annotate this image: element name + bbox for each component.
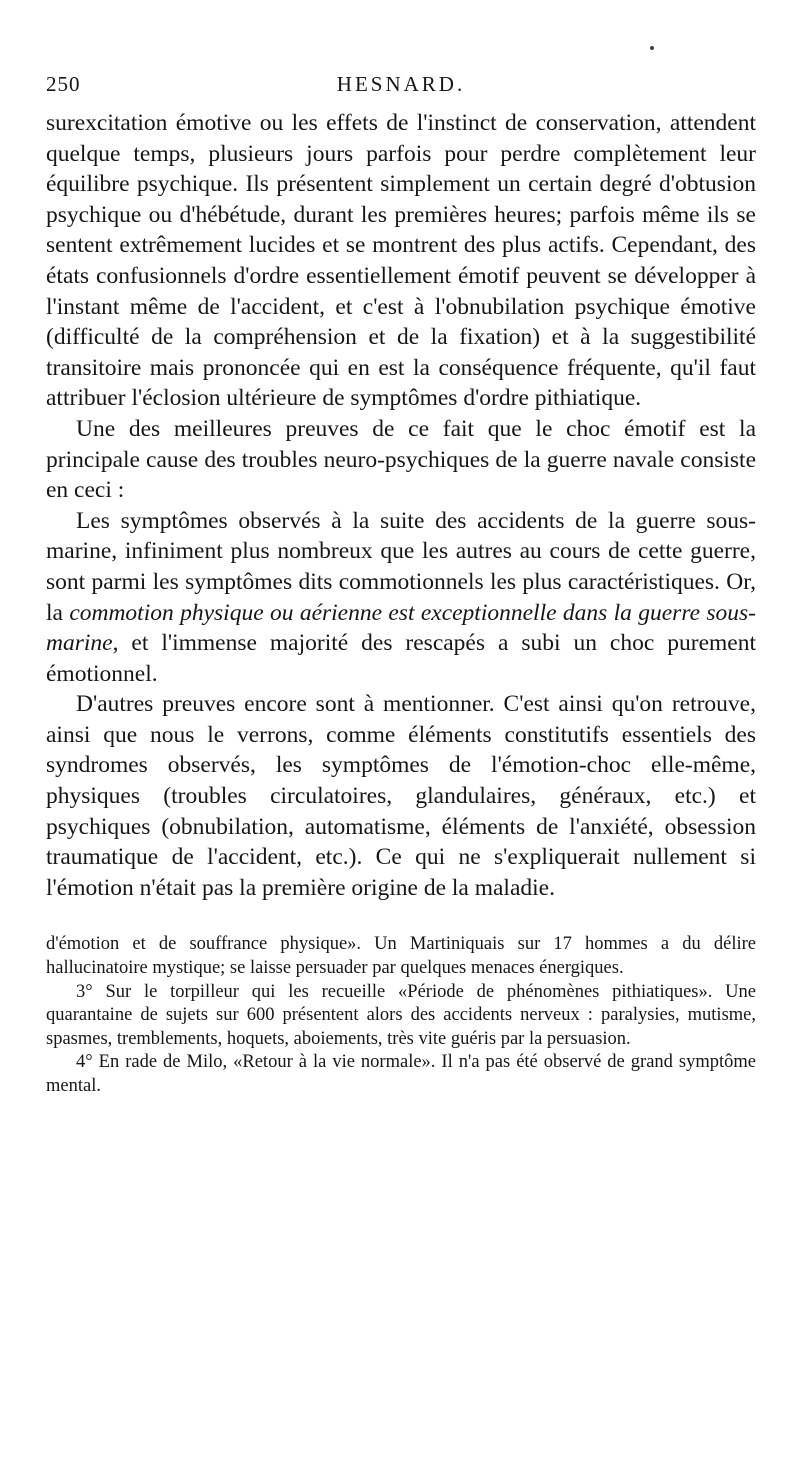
paragraph-other-proofs: D'autres preuves encore sont à mentionner. C'est ainsi qu'on retrouve, ainsi que nous le verrons, comme éléments constitutifs essentiels des syndromes observés, les symptômes de l'émotion-choc elle-même, physiques (troubles circulatoires, glandulaires, généraux, etc.) et psychiques (obnubilation, automatisme, éléments de l'anxiété, obsession traumatique de l'accident, etc.). Ce qui ne s'expliquerait nullement si l'émotion n'était pas la première origine de la maladie.	[46, 691, 756, 901]
book-page	[46, 72, 756, 1099]
paragraph-symptoms-end: , et l'immense majorité des rescapés a subi un choc purement émotionnel.	[46, 630, 756, 687]
footnote-item-3: 3° Sur le torpilleur qui les recueille «Période de phénomènes pithiatiques». Une quarantaine de sujets sur 600 présentent alors des accidents nerveux : paralysies, mutisme, spasmes, tremblements, hoquets, aboiements, très vite guéris par la persuasion.	[46, 981, 756, 1049]
print-speck	[650, 46, 654, 50]
main-text	[46, 108, 756, 903]
paragraph-proof: Une des meilleures preuves de ce fait que le choc émotif est la principale cause des troubles neuro-psychiques de la guerre navale consiste en ceci :	[46, 415, 756, 504]
running-head-author: HESNARD.	[336, 72, 466, 96]
footnote-item-4: 4° En rade de Milo, «Retour à la vie normale». Il n'a pas été observé de grand symptôme mental.	[46, 1052, 756, 1096]
footnotes	[46, 933, 756, 1098]
paragraph-continuation: surexcitation émotive ou les effets de l'instinct de conservation, attendent quelque temps, plusieurs jours parfois pour perdre complètement leur équilibre psychique. Ils présentent simplement un certain degré d'obtusion psychique ou d'hébétude, durant les premières heures; parfois même ils se sentent extrêmement lucides et se montrent des plus actifs. Cependant, des états confusionnels d'ordre essentiellement émotif peuvent se développer à l'instant même de l'accident, et c'est à l'obnubilation psychique émotive (difficulté de la compréhension et de la fixation) et à la suggestibilité transitoire mais prononcée qui en est la conséquence fréquente, qu'il faut attribuer l'éclosion ultérieure de symptômes d'ordre pithiatique.	[46, 110, 756, 412]
page-number: 250	[46, 72, 81, 96]
paragraph-symptoms-start: Les symptômes observés à la suite des accidents de la guerre sous-marine, infiniment plus nombreux que les autres au cours de cette guerre, sont parmi les symptômes dits commotionnels les plus caractéristiques. Or, la	[46, 507, 756, 626]
running-head	[46, 72, 756, 108]
footnote-continuation: d'émotion et de souffrance physique». Un Martiniquais sur 17 hommes a du délire hallucinatoire mystique; se laisse persuader par quelques menaces énergiques.	[46, 934, 756, 979]
paragraph-symptoms	[46, 506, 756, 690]
italic-emphasis: commotion physique ou aérienne est exceptionnelle dans la guerre sous-marine	[46, 599, 756, 657]
